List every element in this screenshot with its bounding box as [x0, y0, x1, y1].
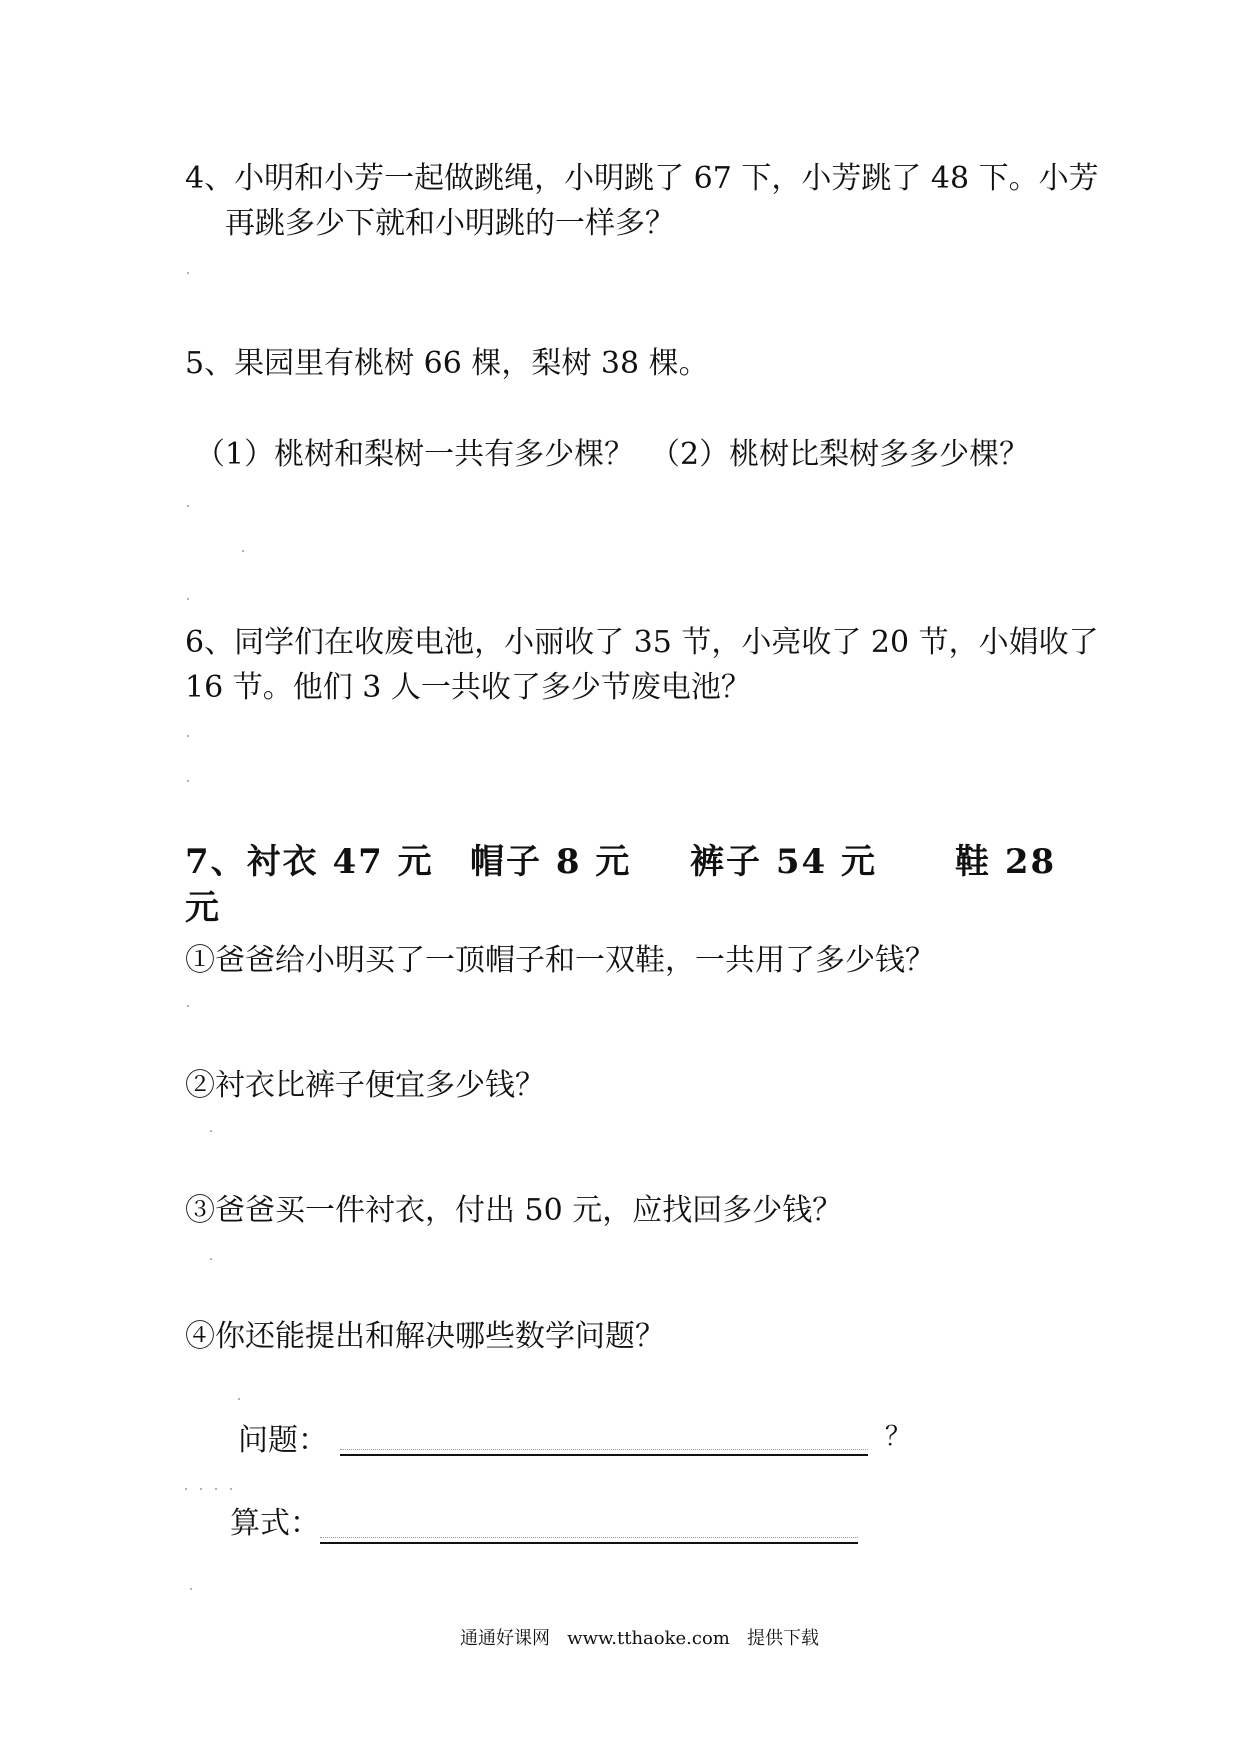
- formula-answer-line[interactable]: [320, 1512, 858, 1544]
- question-answer-line[interactable]: [340, 1424, 868, 1456]
- scan-speck: [187, 505, 189, 507]
- q7-sub1: ①爸爸给小明买了一顶帽子和一双鞋，一共用了多少钱？: [185, 943, 935, 978]
- q7-sub2: ②衬衣比裤子便宜多少钱？: [185, 1068, 545, 1103]
- q7-item-shoes-unit: 元: [185, 888, 221, 928]
- scan-speck: [190, 1588, 192, 1590]
- scan-speck: [200, 1488, 202, 1490]
- q5-stem: 5、果园里有桃树 66 棵，梨树 38 棵。: [185, 346, 709, 381]
- question-end-mark: ？: [885, 1422, 912, 1452]
- scan-speck: [210, 1258, 212, 1260]
- q7-item-shirt: 7、衬衣 47 元: [185, 842, 434, 882]
- scan-speck: [187, 735, 189, 737]
- scan-speck: [215, 1488, 217, 1490]
- formula-label: 算式：: [230, 1506, 320, 1541]
- footer-tail: 提供下载: [747, 1628, 820, 1649]
- question-label: 问题：: [238, 1423, 328, 1458]
- scan-speck: [187, 272, 189, 274]
- q7-item-shoes: 鞋 28: [955, 842, 1057, 882]
- scan-speck: [210, 1130, 212, 1132]
- scan-speck: [187, 1005, 189, 1007]
- scan-speck: [187, 598, 189, 600]
- scan-speck: [238, 1398, 240, 1400]
- q5-sub2: （2）桃树比梨树多多少棵？: [650, 437, 1030, 472]
- q7-sub3: ③爸爸买一件衬衣，付出 50 元，应找回多少钱？: [185, 1193, 843, 1228]
- scan-speck: [187, 780, 189, 782]
- scan-speck: [242, 550, 244, 552]
- q5-sub1: （1）桃树和梨树一共有多少棵？: [195, 437, 635, 472]
- scan-speck: [230, 1488, 232, 1490]
- footer-site-name: 通通好课网: [460, 1628, 550, 1649]
- q7-sub4: ④你还能提出和解决哪些数学问题？: [185, 1319, 665, 1354]
- q4-line2: 再跳多少下就和小明跳的一样多？: [225, 206, 675, 241]
- q7-item-hat: 帽子 8 元: [470, 842, 632, 882]
- q6-line1: 6、同学们在收废电池，小丽收了 35 节，小亮收了 20 节，小娟收了: [185, 625, 1099, 660]
- footer: [460, 1628, 819, 1650]
- q4-line1: 4、小明和小芳一起做跳绳，小明跳了 67 下，小芳跳了 48 下。小芳: [185, 161, 1099, 196]
- q7-item-pants: 裤子 54 元: [690, 842, 877, 882]
- footer-url[interactable]: www.tthaoke.com: [567, 1628, 730, 1649]
- q6-line2: 16 节。他们 3 人一共收了多少节废电池？: [185, 670, 751, 705]
- scan-speck: [185, 1488, 187, 1490]
